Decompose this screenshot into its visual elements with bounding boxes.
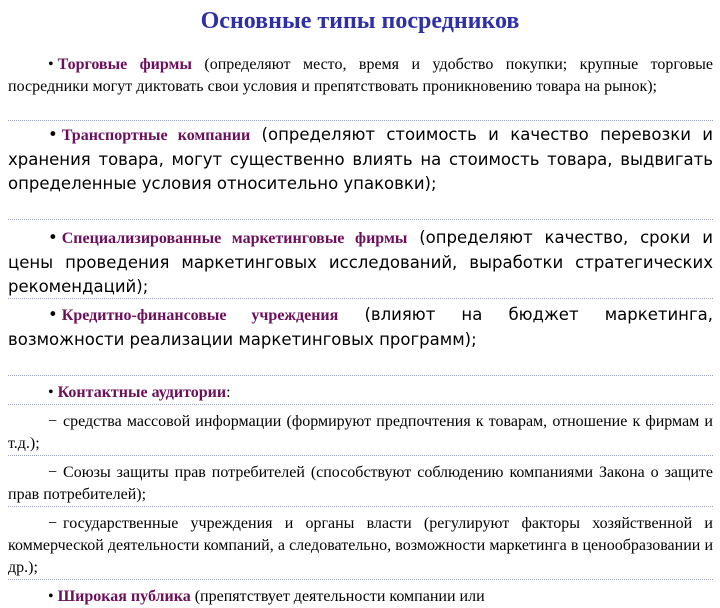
sub-item-text: государственные учреждения и органы власти (регулируют факторы хозяйственной и коммерческой деятельности компаний, а следовательно, возможности маркетинга в ценообразовании и др.); [8,515,713,576]
item-label: Транспортные компании [61,127,251,144]
dash: − [48,464,58,481]
item-label: Контактные аудитории [57,384,227,401]
sub-item-text: средства массовой информации (формируют предпочтения к товарам, отношение к фирмам и т.д.); [8,413,713,452]
item-text: : [226,384,231,401]
sub-item-government [8,513,713,580]
sub-item-consumer-unions [8,462,713,507]
list-item-contact-audiences [8,382,713,405]
list-item-marketing-firms [8,226,713,299]
bullet: • [48,228,58,247]
list-item-public [8,586,713,608]
bullet: • [48,305,58,324]
bullet: • [48,588,54,605]
dash: − [48,413,58,430]
bullet: • [48,384,54,401]
item-text: (влияют на бюджет маркетинга, возможности реализации маркетинговых программ); [8,305,713,349]
dash: − [48,515,58,532]
list-item-finance [8,303,713,376]
item-label: Специализированные маркетинговые фирмы [61,230,408,247]
content-list [8,54,713,608]
item-label: Широкая публика [57,588,191,605]
item-label: Торговые фирмы [57,56,192,73]
item-text: (определяют место, время и удобство покупки; крупные торговые посредники могут диктовать свои условия и препятствовать проникновению товара на рынок); [8,56,714,95]
bullet: • [48,125,58,144]
list-item-trade-firms [8,54,713,121]
item-label: Кредитно-финансовые учреждения [61,307,339,324]
slide-title: Основные типы посредников [200,8,520,34]
item-text: (определяют стоимость и качество перевозки и хранения товара, могут существенно влиять на стоимость товара, выдвигать определенные условия относительно упаковки); [8,125,713,193]
list-item-transport [8,123,713,220]
bullet: • [48,56,54,73]
sub-item-media [8,411,713,456]
item-text: (препятствует деятельности компании или [190,588,485,605]
item-text: (определяют качество, сроки и цены проведения маркетинговых исследований, выработки стратегических рекомендаций); [8,228,713,296]
sub-item-text: Союзы защиты прав потребителей (способствуют соблюдению компаниями Закона о защите прав потребителей); [8,464,713,503]
